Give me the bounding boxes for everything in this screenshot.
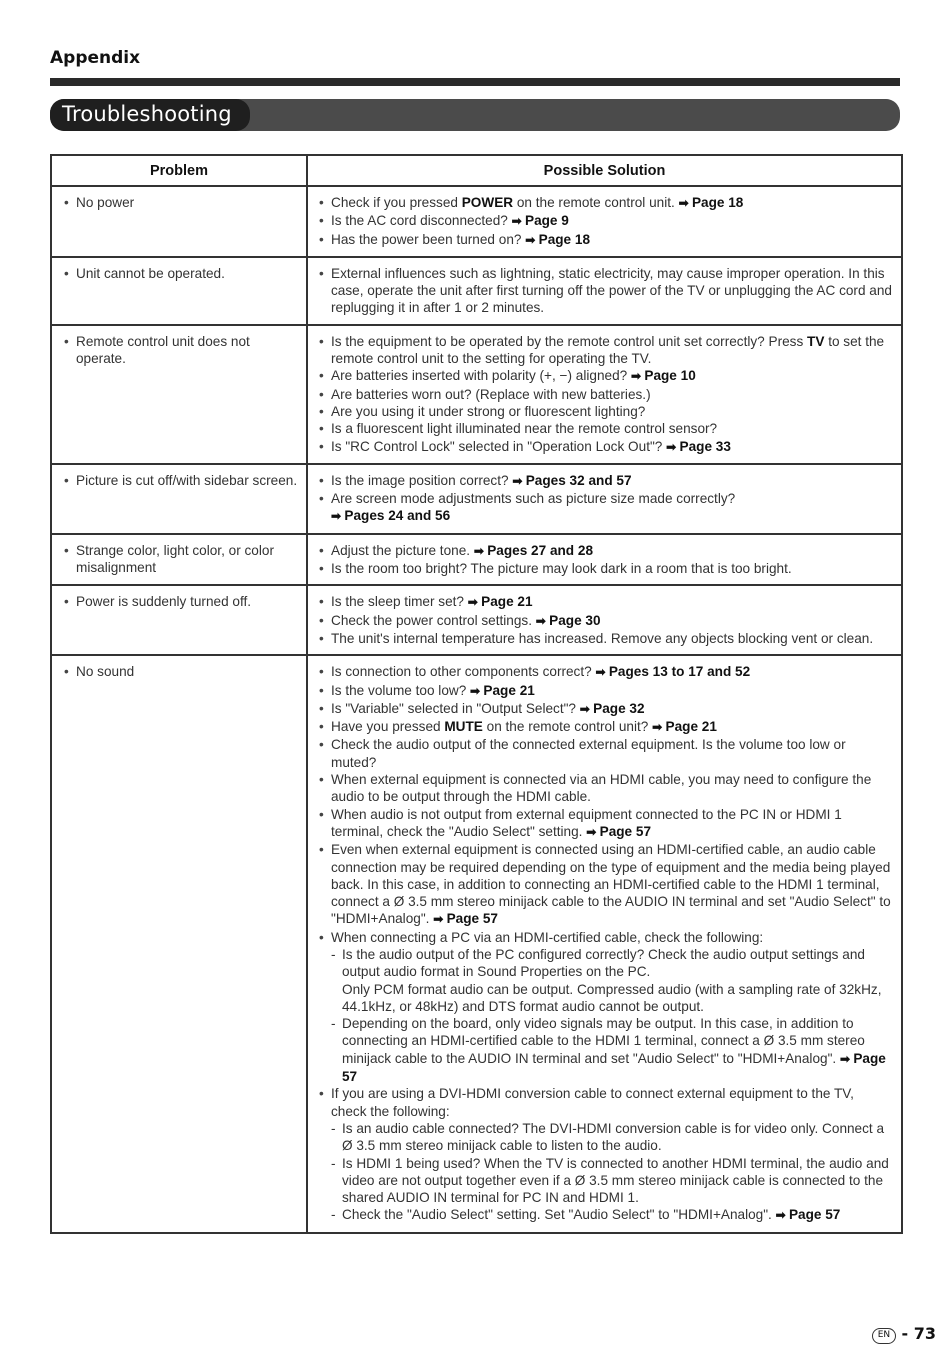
table-row [51,325,902,464]
problem-cell [51,325,307,464]
problem-item [61,472,300,489]
solution-item [316,700,893,718]
solution-item [316,736,893,771]
solution-item [316,367,893,385]
table-row [51,585,902,655]
solution-text: Has the power been turned on? [331,231,526,247]
table-body [51,186,902,1233]
page-reference: Page 30 [549,612,601,628]
page-reference: Page 57 [788,1207,841,1223]
solution-list [316,194,893,249]
solution-item [316,682,893,700]
column-header-solution: Possible Solution [307,155,902,186]
page-reference: Pages 24 and 56 [344,508,451,524]
table-row [51,655,902,1233]
solution-list [316,593,893,647]
solution-text: The unit's internal temperature has increased. Remove any objects blocking vent or clean. [331,630,874,646]
solution-item [316,718,893,736]
key-name: TV [807,333,825,349]
solution-item [316,630,893,647]
solution-text: Is the AC cord disconnected? [331,213,512,229]
solution-item [316,841,893,928]
problem-list [61,194,300,211]
page-reference: Page 57 [446,911,498,927]
solution-item [316,403,893,420]
problem-cell [51,585,307,655]
solution-text: Is connection to other components correct? [331,664,596,680]
page-ref-arrow-icon: ➡ [586,824,600,839]
page-ref-arrow-icon: ➡ [535,613,550,628]
solution-text: Are batteries worn out? (Replace with new batteries.) [331,386,651,402]
page-reference: Page 18 [691,195,744,210]
problem-text: Power is suddenly turned off. [76,594,252,610]
solution-item [316,771,893,806]
problem-item [61,194,300,211]
solution-text: Is the image position correct? [331,472,513,488]
page-ref-arrow-icon: ➡ [595,665,609,680]
problem-text: No sound [76,664,135,680]
problem-text: Unit cannot be operated. [76,265,225,281]
solution-cell [307,257,902,325]
language-badge: EN [872,1328,896,1344]
problem-text: Remote control unit does not operate. [76,333,250,367]
problem-list [61,593,300,610]
page-reference: Page 32 [593,700,645,716]
page-ref-arrow-icon: ➡ [512,473,526,488]
solution-cell [307,325,902,464]
solution-item [316,1085,893,1224]
page-title: Troubleshooting [62,102,232,126]
page-ref-arrow-icon: ➡ [525,232,539,247]
problem-item [61,593,300,610]
page-ref-arrow-icon: ➡ [839,1051,854,1066]
problem-list [61,265,300,282]
page-ref-arrow-icon: ➡ [652,720,666,735]
problem-item [61,663,300,680]
solution-item [316,333,893,368]
table-row [51,464,902,534]
problem-cell [51,257,307,325]
solution-text: Is an audio cable connected? The DVI-HDMI conversion cable is for video only. Connect a Ø 3.5 mm stereo minijack cable to listen to the audio. [342,1120,885,1154]
solution-text: Is the volume too low? [331,682,471,698]
solution-text: Check the "Audio Select" setting. Set "Audio Select" to "HDMI+Analog". [342,1207,776,1223]
solution-text: Is "Variable" selected in "Output Select"? [331,700,580,716]
solution-text: Have you pressed [331,719,445,735]
solution-item [316,542,893,560]
page-reference: Page 21 [481,594,533,610]
solution-item [316,663,893,681]
problem-list [61,333,300,368]
page-number: 73 [913,1324,936,1343]
solution-text: Is a fluorescent light illuminated near the remote control sensor? [331,421,718,437]
problem-list [61,663,300,680]
solution-item [316,593,893,611]
page-footer [872,1324,936,1344]
solution-item [316,420,893,437]
page-reference: Pages 32 and 57 [525,472,632,488]
solution-text: Are screen mode adjustments such as picture size made correctly? [331,491,736,507]
solution-text: If you are using a DVI-HDMI conversion cable to connect external equipment to the TV, check the following: [331,1086,854,1119]
page-reference: Pages 27 and 28 [487,542,594,558]
page-reference: Page 57 [599,823,652,839]
solution-sub-item [331,1120,893,1155]
page-reference: Page 21 [665,719,717,735]
solution-list [316,333,893,456]
solution-item [316,929,893,1086]
page-reference: Page 10 [644,368,696,384]
page-reference: Pages 13 to 17 and 52 [608,664,751,680]
page-ref-arrow-icon: ➡ [331,509,345,524]
troubleshooting-table [50,154,903,1234]
solution-item [316,560,893,577]
solution-cell [307,464,902,534]
solution-sub-item [331,1015,893,1085]
page-reference: Page 57 [342,1050,886,1085]
solution-text: Is "RC Control Lock" selected in "Operation Lock Out"? [331,438,667,454]
problem-list [61,542,300,577]
key-name: POWER [461,195,514,210]
problem-cell [51,534,307,586]
solution-item [316,472,893,490]
page-reference: Page 9 [525,213,569,229]
problem-cell [51,186,307,257]
table-row [51,257,902,325]
solution-list [316,663,893,1225]
page-ref-arrow-icon: ➡ [511,214,525,229]
solution-text: Only PCM format audio can be output. Compressed audio (with a sampling rate of 32kHz, 44.1kHz, or 48kHz) and DTS format audio cannot be output. [342,981,882,1014]
solution-text: Is the room too bright? The picture may look dark in a room that is too bright. [331,561,792,577]
solution-item [316,490,893,526]
page-ref-arrow-icon: ➡ [630,369,645,384]
problem-item [61,265,300,282]
solution-text: Check the power control settings. [331,612,536,628]
solution-item [316,265,893,317]
table-row [51,534,902,586]
table-header-row [51,155,902,186]
solution-list [316,542,893,578]
page-reference: Page 18 [538,231,591,247]
page-reference: Page 21 [483,682,535,698]
solution-text: External influences such as lightning, static electricity, may cause improper operation. In this case, operate the unit after first turning off the power of the TV or unplugging the AC cord and replugging it in after 1 or 2 minutes. [331,265,892,316]
section-label: Appendix [50,48,141,68]
solution-text: Is the audio output of the PC configured correctly? Check the audio output settings and output audio format in Sound Properties on the PC. [342,946,865,980]
solution-item [316,194,893,212]
solution-text: on the remote control unit. [513,195,679,210]
page-ref-arrow-icon: ➡ [678,196,692,210]
page-ref-arrow-icon: ➡ [579,701,594,716]
page-ref-arrow-icon: ➡ [433,912,447,927]
solution-sub-item [331,1155,893,1207]
problem-cell [51,655,307,1233]
page-reference: Page 33 [679,438,731,454]
key-name: MUTE [444,719,483,735]
solution-list [316,472,893,526]
page-ref-arrow-icon: ➡ [473,543,488,558]
solution-item [316,386,893,403]
header-rule [50,78,900,86]
solution-item [316,806,893,842]
problem-text: No power [76,195,135,210]
solution-text: Are batteries inserted with polarity (+, −) aligned? [331,368,631,384]
page-separator: - [901,1324,909,1343]
solution-text: Adjust the picture tone. [331,542,474,558]
solution-text: Are you using it under strong or fluorescent lighting? [331,403,646,419]
solution-item [316,212,893,230]
solution-list [316,265,893,317]
solution-cell [307,655,902,1233]
problem-list [61,472,300,489]
solution-text: Is the sleep timer set? [331,594,468,610]
solution-text: When audio is not output from external equipment connected to the PC IN or HDMI 1 terminal, check the "Audio Select" setting. [331,806,842,839]
solution-cell [307,186,902,257]
solution-text: to set the remote control unit to the setting for operating the TV. [331,333,885,367]
problem-text: Picture is cut off/with sidebar screen. [76,472,298,488]
problem-item [61,333,300,368]
solution-item [316,438,893,456]
solution-text: When external equipment is connected via an HDMI cable, you may need to configure the audio to be output through the HDMI cable. [331,772,872,805]
table-row [51,186,902,257]
solution-item [316,612,893,630]
solution-text: When connecting a PC via an HDMI-certified cable, check the following: [331,929,764,945]
solution-text: Depending on the board, only video signals may be output. In this case, in addition to connecting an HDMI-certified cable to the HDMI 1 terminal, connect a Ø 3.5 mm stereo minijack cable to the AUDIO IN terminal and set "Audio Select" to "HDMI+Analog". [342,1016,865,1066]
solution-text: on the remote control unit? [482,719,653,735]
solution-text: Is HDMI 1 being used? When the TV is connected to another HDMI terminal, the audio and video are not output together even if a Ø 3.5 mm stereo minijack cable is connected to the shared AUDIO IN terminal for PC IN and HDMI 1. [342,1155,889,1206]
solution-sub-item [331,946,893,1015]
solution-text: Check if you pressed [331,195,462,210]
solution-text: Is the equipment to be operated by the remote control unit set correctly? Press [331,333,808,349]
solution-sub-item [331,1206,893,1224]
solution-text: Even when external equipment is connected using an HDMI-certified cable, an audio cable connection may be required depending on the type of equipment and the media being played back. In this case, in addition to connecting an HDMI-certified cable to the HDMI 1 terminal, connect a Ø 3.5 mm stereo minijack cable to the AUDIO IN terminal and set "Audio Select" to "HDMI+Analog". [331,842,891,927]
solution-item [316,231,893,249]
solution-cell [307,534,902,586]
page-ref-arrow-icon: ➡ [467,595,482,610]
page-ref-arrow-icon: ➡ [775,1208,789,1223]
column-header-problem: Problem [51,155,307,186]
page-ref-arrow-icon: ➡ [666,439,680,454]
solution-text: Check the audio output of the connected external equipment. Is the volume too low or muted? [331,737,846,770]
page-ref-arrow-icon: ➡ [470,683,484,698]
problem-cell [51,464,307,534]
solution-cell [307,585,902,655]
problem-text: Strange color, light color, or color misalignment [76,542,274,576]
problem-item [61,542,300,577]
